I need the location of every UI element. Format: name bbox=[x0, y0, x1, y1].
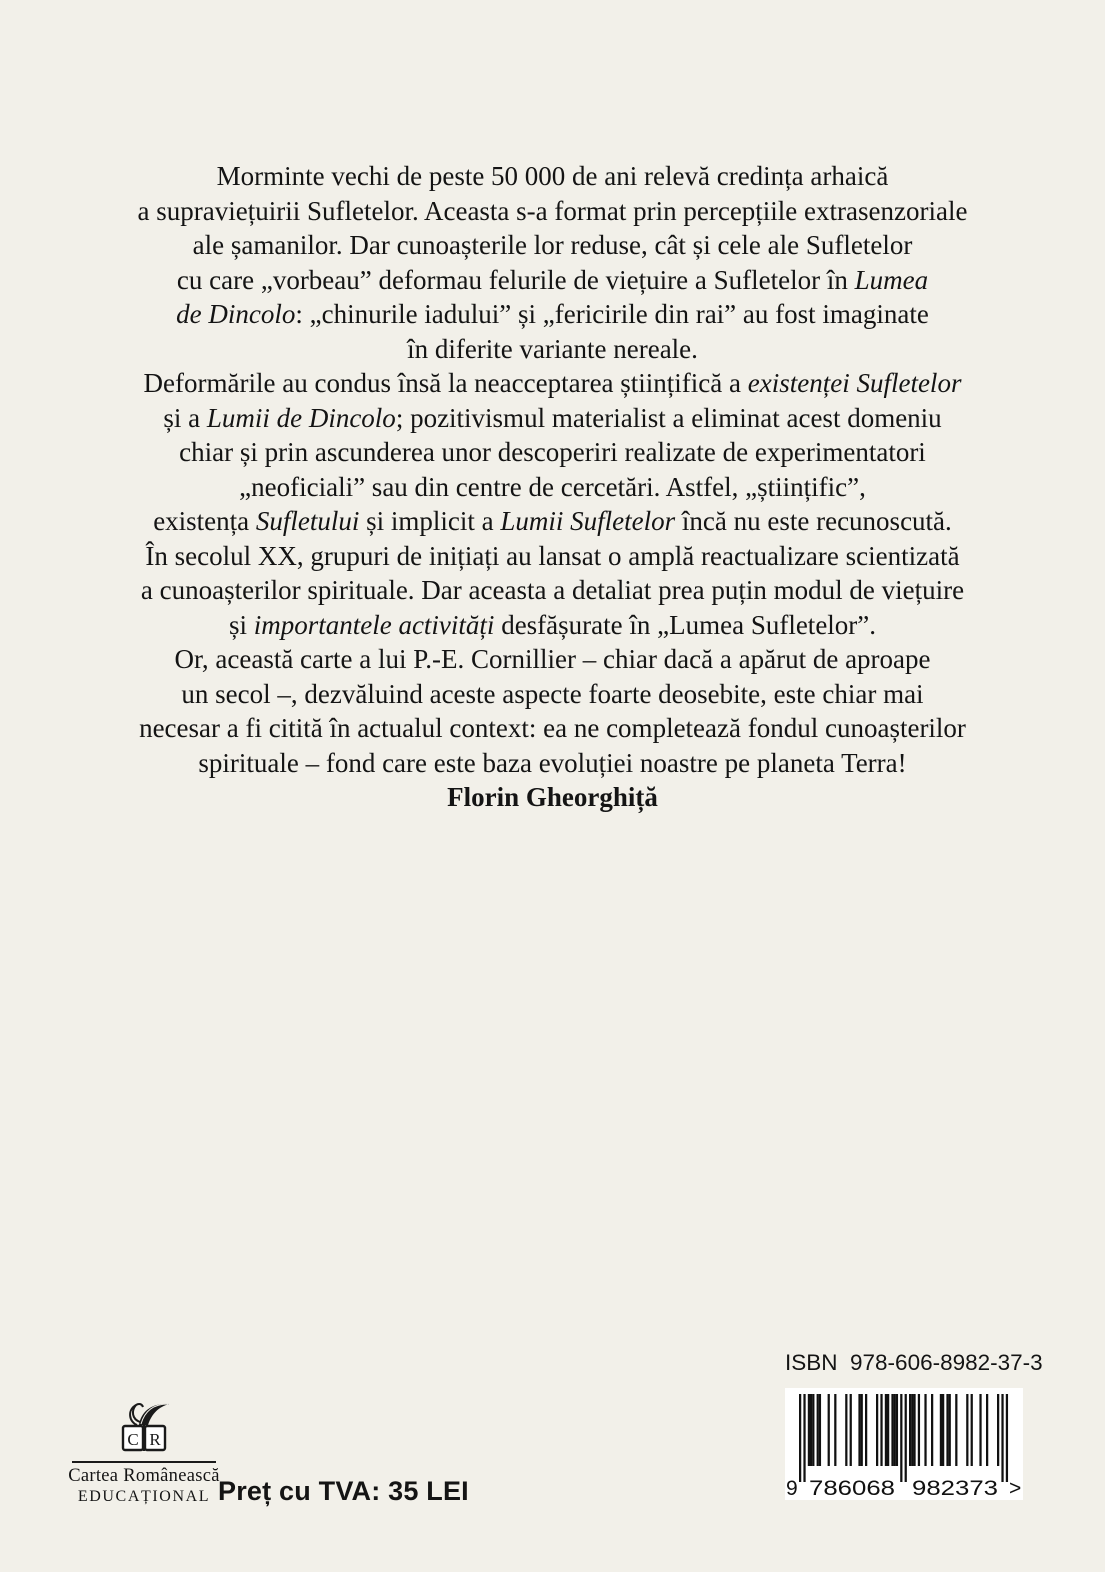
quote-segment: Lumii Sufletelor bbox=[500, 506, 676, 536]
publisher-division: EDUCAȚIONAL bbox=[77, 1488, 211, 1505]
barcode-digits: 786068 bbox=[809, 1477, 895, 1500]
quote-segment: existenței Sufletelor bbox=[747, 368, 962, 398]
quote-segment: încă nu este recunoscută. bbox=[675, 506, 952, 536]
publisher-logo-icon bbox=[115, 1398, 173, 1456]
quote-line bbox=[0, 711, 1105, 746]
quote-segment: și a bbox=[163, 402, 207, 433]
barcode-digits: 982373 bbox=[912, 1477, 998, 1500]
quote-segment: spirituale – fond care este baza evoluției noastre pe planeta Terra! bbox=[198, 747, 907, 778]
quote-segment: necesar a fi citită în actualul context: ea ne completează fondul cunoașterilor bbox=[139, 713, 966, 743]
quote-segment: și implicit a bbox=[359, 506, 501, 536]
publisher-divider bbox=[72, 1461, 216, 1463]
quote-line bbox=[0, 401, 1105, 436]
quote-segment: Morminte vechi de peste 50 000 de ani relevă credința arhaică bbox=[216, 161, 889, 191]
quote-segment: Or, această carte a lui P.-E. Cornillier – chiar dacă a apărut de aproape bbox=[174, 644, 931, 674]
quote-segment: în diferite variante nereale. bbox=[407, 333, 698, 364]
barcode-digits: > bbox=[1009, 1477, 1022, 1500]
quote-segment: „neoficiali” sau din centre de cercetări. Astfel, „științific”, bbox=[239, 471, 866, 502]
quote-line bbox=[0, 470, 1105, 505]
quote-line bbox=[0, 297, 1105, 332]
quote-segment: și bbox=[228, 609, 254, 640]
quote-segment: de Dincolo bbox=[176, 299, 296, 329]
quote-line bbox=[0, 159, 1105, 194]
quote-segment: În secolul XX, grupuri de inițiați au lansat o amplă reactualizare scientizată bbox=[145, 540, 960, 571]
quote-segment: a cunoașterilor spirituale. Dar aceasta a detaliat prea puțin modul de viețuire bbox=[140, 575, 965, 605]
quote-line bbox=[0, 780, 1105, 815]
quote-line bbox=[0, 608, 1105, 643]
quote-segment: desfășurate în „Lumea Sufletelor”. bbox=[494, 609, 877, 640]
quote-segment: importantele activități bbox=[253, 609, 495, 640]
quote-segment: ; pozitivismul materialist a eliminat acest domeniu bbox=[395, 402, 942, 433]
quote-line bbox=[0, 746, 1105, 781]
quote-segment: a supraviețuirii Sufletelor. Aceasta s-a format prin percepțiile extrasenzoriale bbox=[137, 195, 968, 226]
quote-line bbox=[0, 677, 1105, 712]
quote-segment: ale șamanilor. Dar cunoașterile lor reduse, cât și cele ale Sufletelor bbox=[192, 230, 913, 260]
quote-line bbox=[0, 435, 1105, 470]
publisher-block bbox=[66, 1398, 222, 1506]
price-label: Preț cu TVA: 35 LEI bbox=[218, 1476, 469, 1506]
quote-segment: cu care „vorbeau” deformau felurile de viețuire a Sufletelor în bbox=[176, 264, 855, 295]
quote-block bbox=[0, 159, 1105, 815]
quote-segment: Sufletului bbox=[255, 506, 360, 536]
logo-letter-r: R bbox=[149, 1430, 161, 1449]
quote-line bbox=[0, 228, 1105, 263]
quote-line bbox=[0, 642, 1105, 677]
quote-line bbox=[0, 504, 1105, 539]
quote-segment: existența bbox=[153, 506, 256, 536]
quote-line bbox=[0, 332, 1105, 367]
quote-line bbox=[0, 539, 1105, 574]
quote-segment: Lumea bbox=[854, 264, 929, 295]
barcode-svg bbox=[785, 1388, 1023, 1500]
quote-line bbox=[0, 366, 1105, 401]
author-name: Florin Gheorghiță bbox=[447, 782, 658, 812]
logo-letter-c: C bbox=[127, 1430, 139, 1449]
quote-segment: Deformările au condus însă la neacceptarea științifică a bbox=[143, 368, 748, 398]
barcode-panel bbox=[785, 1388, 1023, 1500]
quote-segment: un secol –, dezvăluind aceste aspecte foarte deosebite, este chiar mai bbox=[181, 678, 924, 709]
publisher-name: Cartea Românească bbox=[68, 1466, 220, 1486]
quote-line bbox=[0, 573, 1105, 608]
barcode-digits: 9 bbox=[786, 1477, 798, 1500]
quote-line bbox=[0, 263, 1105, 298]
isbn-label: ISBN 978-606-8982-37-3 bbox=[785, 1350, 1043, 1375]
quote-segment: : „chinurile iadului” și „fericirile din rai” au fost imaginate bbox=[295, 299, 929, 329]
quote-line bbox=[0, 194, 1105, 229]
quote-segment: Lumii de Dincolo bbox=[206, 402, 396, 433]
quote-segment: chiar și prin ascunderea unor descoperiri realizate de experimentatori bbox=[179, 437, 926, 467]
